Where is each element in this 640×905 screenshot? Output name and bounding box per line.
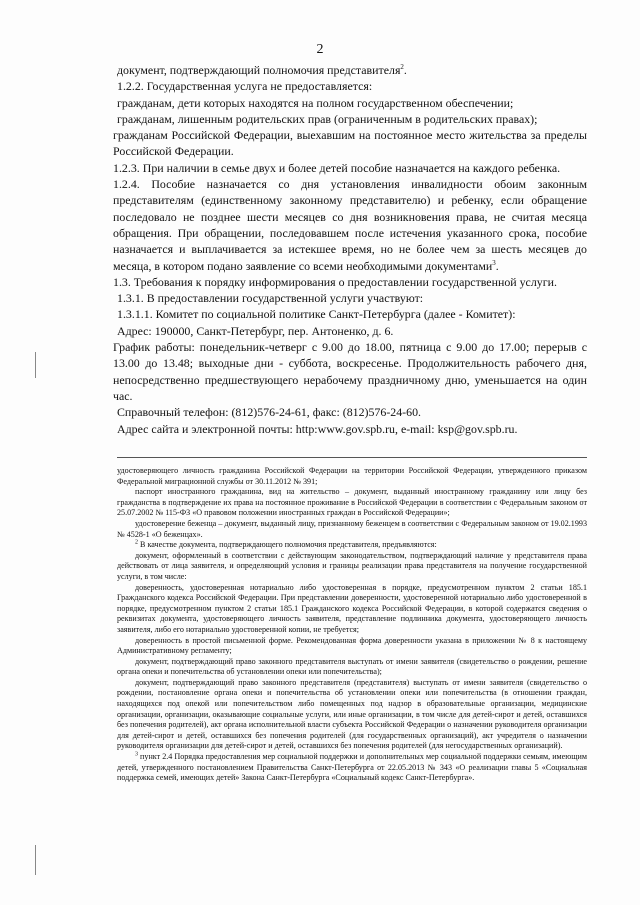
paragraph-emigrated xyxy=(113,127,587,160)
paragraph-text: 1.2.2. Государственная услуга не предоставляется: xyxy=(117,79,373,94)
paragraph-tail: . xyxy=(495,258,499,273)
paragraph-deprived-rights xyxy=(117,111,587,127)
paragraph-1-3-1 xyxy=(117,290,587,306)
footnote-paragraph xyxy=(117,636,587,657)
footnote-text: удостоверение беженца – документ, выданный лицу, признанному беженцем в соответствии с Федеральным законом от 19.02.1993 № 4528-1 «О беженцах». xyxy=(117,518,587,539)
footnote-ref: 2 xyxy=(400,63,404,72)
footnote-paragraph xyxy=(117,678,587,752)
paragraph-text: гражданам Российской Федерации, выехавшим на постоянное место жительства за пределы Российской Федерации. xyxy=(113,128,587,159)
paragraph-address xyxy=(117,323,587,339)
paragraph-representative-doc xyxy=(117,62,587,78)
footnote-text: пункт 2.4 Порядка предоставления мер социальной поддержки и дополнительных мер социальной поддержки семьям, имеющим детей, утвержденного постановлением Правительства Санкт-Петербурга от 22.05.2013 № 343 «О реализации главы 5 «Социальная поддержка семей, имеющих детей» Закона Санкт-Петербурга «Социальный кодекс Санкт-Петербурга». xyxy=(117,752,587,783)
paragraph-text: документ, подтверждающий полномочия представителя xyxy=(117,63,401,77)
footnote-text: доверенность, удостоверенная нотариально либо удостоверенная в порядке, предусмотренном пунктом 2 статьи 185.1 Гражданского кодекса Российской Федерации. При представлении доверенности, удостоверенной нотариально либо удостоверенной в порядке, предусмотренном пунктом 2 статьи 185.1 Гражданского кодекса Российской Федерации, в которой содержатся сведения о реквизитах документа, удостоверяющего личность заявителя, представление подлинника документа, удостоверяющего личность заявителя, либо его нотариально удостоверенной копии, не требуется; xyxy=(117,582,587,634)
paragraph-full-state-support xyxy=(117,95,587,111)
paragraph-text: Адрес: 190000, Санкт-Петербург, пер. Антоненко, д. 6. xyxy=(117,323,394,338)
footnote-paragraph xyxy=(117,551,587,583)
footnote-text: документ, подтверждающий право законного представителя (представителя) выступать от имени заявителя (свидетельство о рождении, постановление органа опеки и попечительства об установлении опеки или попечительства (в отношении граждан, находящихся под опекой или попечительством либо помещенных под надзор в образовательные организации, медицинские организации, организации, оказывающие социальные услуги, или иные организации, в том числе для детей-сирот и детей, оставшихся без попечения родителей), акт органа исполнительной власти субъекта Российской Федерации о назначении руководителя организации для детей-сирот и детей, оставшихся без попечения родителей (для государственных организаций), акт учредителя о назначении руководителя организации для детей-сирот и детей, оставшихся без попечения родителей (для негосударственных организаций). xyxy=(117,677,587,751)
footnote-text: паспорт иностранного гражданина, вид на жительство – документ, выданный иностранному гражданину или лицу без гражданства в подтверждение их права на постоянное проживание в Российской Федерации в соответствии с Федеральным законом от 25.07.2002 № 115-ФЗ «О правовом положении иностранных граждан в Российской Федерации»; xyxy=(117,487,587,518)
paragraph-1-2-2 xyxy=(117,78,587,94)
paragraph-text: График работы: понедельник-четверг с 9.00 до 18.00, пятница с 9.00 до 17.00; перерыв с 13.00 до 13.48; выходные дни - суббота, воскресенье. Продолжительность рабочего дня, непосредственно предшествующего нерабочему праздничному дню, уменьшается на один час. xyxy=(113,340,587,403)
page-number: 2 xyxy=(316,42,324,57)
paragraph-text: Справочный телефон: (812)576-24-61, факс: (812)576-24-60. xyxy=(117,405,421,420)
paragraph-schedule xyxy=(113,339,587,404)
paragraph-1-2-3 xyxy=(113,160,587,176)
footnote-text: В качестве документа, подтверждающего полномочия представителя, предъявляются: xyxy=(138,540,437,550)
footnote-paragraph xyxy=(117,657,587,678)
paragraph-text: 1.2.3. При наличии в семье двух и более детей пособие назначается на каждого ребенка. xyxy=(113,160,561,175)
paragraph-text: гражданам, дети которых находятся на полном государственном обеспечении; xyxy=(117,95,514,110)
paragraph-text: Адрес сайта и электронной почты: http:www.gov.spb.ru, e-mail: ksp@gov.spb.ru. xyxy=(117,421,518,436)
footnote-ref: 3 xyxy=(492,258,496,267)
paragraph-website-email xyxy=(117,421,587,437)
paragraph-phone xyxy=(117,404,587,420)
paragraph-1-3-1-1 xyxy=(117,306,587,322)
footnote-2 xyxy=(117,540,587,551)
footnote-text: доверенность в простой письменной форме. Рекомендованная форма доверенности указана в приложении № 8 к настоящему Административному регламенту; xyxy=(117,635,587,656)
paragraph-text: гражданам, лишенным родительских прав (ограниченным в родительских правах); xyxy=(117,111,538,126)
footnote-paragraph xyxy=(117,519,587,540)
footnote-text: удостоверяющего личность гражданина Российской Федерации на территории Российской Федерации, утвержденного приказом Федеральной миграционной службы от 30.11.2012 № 391; xyxy=(117,466,587,486)
footnotes-block xyxy=(117,466,587,784)
paragraph-tail: . xyxy=(403,63,407,77)
footnote-separator xyxy=(117,457,587,458)
paragraph-1-2-4 xyxy=(113,176,587,274)
main-body xyxy=(113,62,587,437)
paragraph-1-3 xyxy=(113,274,587,290)
footnote-paragraph xyxy=(117,466,587,487)
footnote-marker: 2 xyxy=(135,539,138,546)
paragraph-text: 1.2.4. Пособие назначается со дня установления инвалидности обоим законным представителям (единственному законному представителю) и ребенку, если обращение последовало не позднее шести месяцев со дня возникновения права, не считая месяца обращения. При обращении, последовавшем после истечения указанного срока, пособие назначается и выплачивается за истекшее время, но не более чем за шесть месяцев до месяца, в котором подано заявление со всеми необходимыми документами xyxy=(113,177,587,273)
footnote-text: документ, оформленный в соответствии с действующим законодательством, подтверждающий наличие у представителя права действовать от лица заявителя, и определяющий условия и границы реализации права представителя на получение государственной услуги, в том числе: xyxy=(117,550,587,581)
footnote-marker: 3 xyxy=(135,751,138,758)
footnote-3 xyxy=(117,752,587,784)
paragraph-text: 1.3.1.1. Комитет по социальной политике Санкт-Петербурга (далее - Комитет): xyxy=(117,307,516,322)
footnote-paragraph xyxy=(117,583,587,636)
paragraph-text: 1.3.1. В предоставлении государственной услуги участвуют: xyxy=(117,291,424,306)
scan-margin-mark xyxy=(35,352,36,378)
paragraph-text: 1.3. Требования к порядку информирования о предоставлении государственной услуги. xyxy=(113,274,557,289)
footnote-text: документ, подтверждающий право законного представителя выступать от имени заявителя (свидетельство о рождении, решение органа опеки и попечительства об установлении опеки или попечительства); xyxy=(117,656,587,677)
footnote-paragraph xyxy=(117,487,587,519)
scan-margin-mark xyxy=(35,845,36,875)
